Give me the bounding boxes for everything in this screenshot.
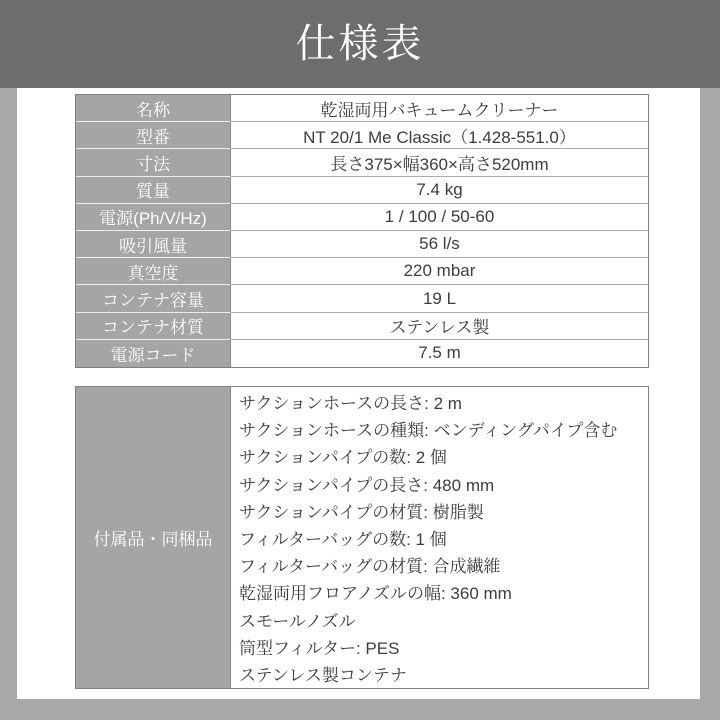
spec-label: 型番 xyxy=(76,122,231,149)
spec-value: 220 mbar xyxy=(231,258,648,285)
spec-value: 7.4 kg xyxy=(231,177,648,204)
spec-value: NT 20/1 Me Classic（1.428-551.0） xyxy=(231,122,648,149)
accessories-table xyxy=(75,386,649,689)
spec-row-power xyxy=(76,204,648,231)
accessory-item: サクションパイプの数: 2 個 xyxy=(239,448,447,468)
spec-label: 寸法 xyxy=(76,149,231,176)
spec-value: 長さ375×幅360×高さ520mm xyxy=(231,149,648,176)
spec-row-weight xyxy=(76,177,648,204)
spec-value: 56 l/s xyxy=(231,231,648,258)
spec-row-container-material xyxy=(76,313,648,340)
spec-row-airflow xyxy=(76,231,648,258)
spec-row-dimensions xyxy=(76,149,648,176)
spec-label: 吸引風量 xyxy=(76,231,231,258)
accessory-item: 筒型フィルター: PES xyxy=(239,638,400,658)
spec-label: 真空度 xyxy=(76,258,231,285)
spec-value: 乾湿両用バキュームクリーナー xyxy=(231,95,648,122)
title-band xyxy=(0,0,720,88)
accessory-item: 乾湿両用フロアノズルの幅: 360 mm xyxy=(239,584,512,604)
accessory-item: サクションホースの長さ: 2 m xyxy=(239,394,462,414)
spec-label: 電源コード xyxy=(76,340,231,367)
spec-value: 19 L xyxy=(231,285,648,312)
spec-row-name xyxy=(76,95,648,122)
accessories-list xyxy=(231,387,648,688)
spec-table xyxy=(75,94,649,368)
accessory-item: サクションパイプの長さ: 480 mm xyxy=(239,475,495,495)
spec-row-power-cord xyxy=(76,340,648,367)
accessory-item: フィルターバッグの数: 1 個 xyxy=(239,530,447,550)
spec-value: ステンレス製 xyxy=(231,313,648,340)
content-panel xyxy=(17,88,700,699)
spec-value: 1 / 100 / 50-60 xyxy=(231,204,648,231)
accessory-item: ステンレス製コンテナ xyxy=(239,665,407,685)
spec-label: 電源(Ph/V/Hz) xyxy=(76,204,231,231)
spec-value: 7.5 m xyxy=(418,343,461,363)
spec-label: コンテナ容量 xyxy=(76,285,231,312)
spec-label: 名称 xyxy=(76,95,231,122)
spec-row-model xyxy=(76,122,648,149)
accessory-item: サクションパイプの材質: 樹脂製 xyxy=(239,502,484,522)
spec-row-container-capacity xyxy=(76,285,648,312)
spec-label: コンテナ材質 xyxy=(76,313,231,340)
page-title: 仕様表 xyxy=(295,22,425,66)
accessory-item: フィルターバッグの材質: 合成繊維 xyxy=(239,557,501,577)
spec-label: 質量 xyxy=(76,177,231,204)
accessory-item: サクションホースの種類: ベンディングパイプ含む xyxy=(239,421,618,441)
accessories-label: 付属品・同梱品 xyxy=(76,387,231,688)
accessory-item: スモールノズル xyxy=(239,611,356,631)
spec-row-vacuum xyxy=(76,258,648,285)
